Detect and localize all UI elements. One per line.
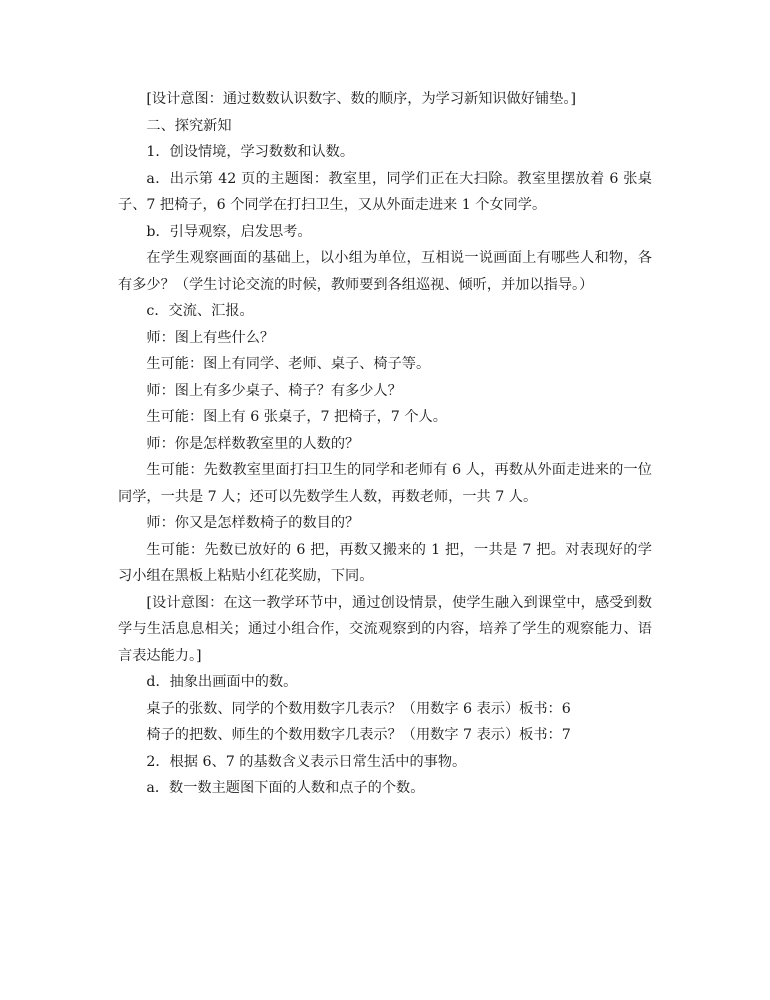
dialogue-line: 生可能：先数已放好的 6 把，再数又搬来的 1 把，一共是 7 把。对表现好的学习小组在黑板上粘贴小红花奖励，下同。 <box>118 541 652 584</box>
body-paragraph: 在学生观察画面的基础上，以小组为单位，互相说一说画面上有哪些人和物，各有多少？（学生讨论交流的时候，教师要到各组巡视、倾听，并加以指导。） <box>118 250 652 293</box>
design-intent-paragraph: [设计意图：在这一教学环节中，通过创设情景，使学生融入到课堂中，感受到数学与生活息息相关；通过小组合作，交流观察到的内容，培养了学生的观察能力、语言表达能力。] <box>118 594 652 664</box>
section-heading: 二、探究新知 <box>146 117 232 134</box>
step-heading: 2．根据 6、7 的基数含义表示日常生活中的事物。 <box>146 753 467 770</box>
design-intent-paragraph: [设计意图：通过数数认识数字、数的顺序，为学习新知识做好铺垫。] <box>146 91 576 107</box>
dialogue-line: 师：你又是怎样数椅子的数目的？ <box>146 515 360 531</box>
dialogue-line: 师：你是怎样数教室里的人数的？ <box>146 435 360 452</box>
dialogue-line: 师：图上有些什么？ <box>146 329 275 346</box>
body-paragraph: 桌子的张数、同学的个数用数字几表示？（用数字 6 表示）板书：6 <box>146 700 571 717</box>
body-paragraph: 椅子的把数、师生的个数用数字几表示？（用数字 7 表示）板书：7 <box>146 727 571 743</box>
dialogue-line: 师：图上有多少桌子、椅子？有多少人？ <box>146 382 402 399</box>
body-paragraph: a．数一数主题图下面的人数和点子的个数。 <box>146 780 425 796</box>
dialogue-line: 生可能：图上有 6 张桌子，7 把椅子，7 个人。 <box>146 409 447 425</box>
body-paragraph: c．交流、汇报。 <box>146 303 254 319</box>
body-paragraph: b．引导观察，启发思考。 <box>146 223 312 240</box>
body-paragraph: d．抽象出画面中的数。 <box>146 674 298 690</box>
dialogue-line: 生可能：先数教室里面打扫卫生的同学和老师有 6 人，再数从外面走进来的一位同学，一共是 7 人；还可以先数学生人数，再数老师，一共 7 人。 <box>118 462 652 505</box>
dialogue-line: 生可能：图上有同学、老师、桌子、椅子等。 <box>146 356 431 372</box>
step-heading: 1．创设情境，学习数数和认数。 <box>146 144 355 160</box>
document-body <box>118 86 652 802</box>
body-paragraph: a．出示第 42 页的主题图：教室里，同学们正在大扫除。教室里摆放着 6 张桌子、7 把椅子，6 个同学在打扫卫生，又从外面走进来 1 个女同学。 <box>118 170 652 213</box>
